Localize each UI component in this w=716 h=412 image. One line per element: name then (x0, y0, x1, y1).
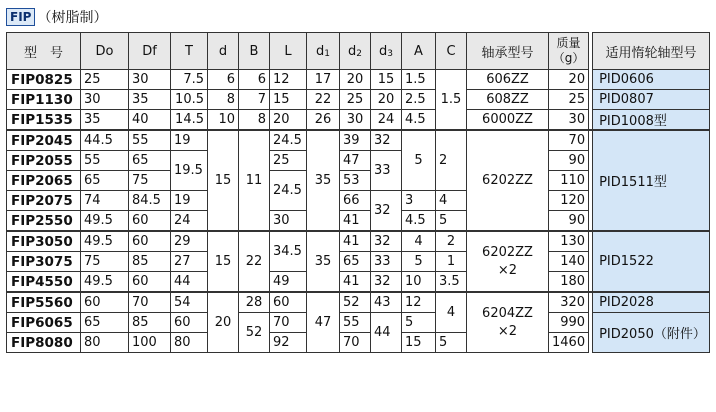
header-bearing: 轴承型号 (467, 33, 549, 70)
df-cell: 75 (129, 171, 171, 191)
column-gap (589, 333, 593, 353)
model-cell: FIP2550 (7, 211, 81, 232)
header-do: Do (81, 33, 129, 70)
t-cell: 14.5 (171, 110, 208, 131)
a-cell: 4.5 (402, 211, 436, 232)
d2-cell: 20 (340, 70, 371, 90)
model-cell: FIP2055 (7, 151, 81, 171)
bearing-line2: ×2 (497, 323, 518, 339)
model-cell: FIP1535 (7, 110, 81, 131)
d1-cell: 35 (307, 130, 340, 231)
a-cell: 10 (402, 272, 436, 293)
bearing-line1: 6202ZZ (482, 244, 533, 260)
d1-cell: 17 (307, 70, 340, 90)
a-cell: 4 (402, 231, 436, 252)
pid-cell: PID2050（附件） (593, 313, 710, 353)
bearing-cell (467, 231, 549, 292)
table-row (7, 70, 710, 90)
a-cell: 3 (402, 191, 436, 211)
df-cell: 85 (129, 252, 171, 272)
header-d3 (371, 33, 402, 70)
d1-cell: 47 (307, 292, 340, 353)
b-cell: 8 (239, 110, 270, 131)
header-c: C (436, 33, 467, 70)
model-cell: FIP0825 (7, 70, 81, 90)
mass-cell: 30 (549, 110, 589, 131)
table-row (7, 231, 710, 252)
bearing-line1: 6204ZZ (482, 305, 533, 321)
a-cell: 4.5 (402, 110, 436, 131)
do-cell: 49.5 (81, 272, 129, 293)
t-cell: 60 (171, 313, 208, 333)
model-cell: FIP1130 (7, 90, 81, 110)
spec-table (6, 32, 710, 353)
a-cell: 5 (402, 313, 436, 333)
d2-cell: 30 (340, 110, 371, 131)
mass-cell: 90 (549, 211, 589, 232)
do-cell: 35 (81, 110, 129, 131)
table-row (7, 110, 710, 131)
t-cell: 80 (171, 333, 208, 353)
l-cell: 49 (270, 272, 307, 293)
header-d2 (340, 33, 371, 70)
t-cell: 44 (171, 272, 208, 293)
do-cell: 65 (81, 313, 129, 333)
model-cell: FIP2065 (7, 171, 81, 191)
header-b: B (239, 33, 270, 70)
c-cell: 1 (436, 252, 467, 272)
l-cell: 25 (270, 151, 307, 171)
mass-cell: 110 (549, 171, 589, 191)
t-cell: 29 (171, 231, 208, 252)
column-gap (589, 252, 593, 272)
c-cell: 5 (436, 333, 467, 353)
bearing-cell: 6202ZZ (467, 130, 549, 231)
d1-cell: 26 (307, 110, 340, 131)
l-cell: 20 (270, 110, 307, 131)
column-gap (589, 191, 593, 211)
pid-cell: PID2028 (593, 292, 710, 313)
mass-cell: 70 (549, 130, 589, 151)
header-mass-line1: 质量 (556, 36, 581, 50)
c-cell: 3.5 (436, 272, 467, 293)
d-cell: 20 (208, 292, 239, 353)
d2-cell: 25 (340, 90, 371, 110)
d1-cell: 35 (307, 231, 340, 292)
model-cell: FIP8080 (7, 333, 81, 353)
d-cell: 15 (208, 231, 239, 292)
df-cell: 85 (129, 313, 171, 333)
bearing-cell: 6000ZZ (467, 110, 549, 131)
do-cell: 49.5 (81, 211, 129, 232)
df-cell: 60 (129, 231, 171, 252)
header-d3-base: d (379, 43, 388, 59)
mass-cell: 990 (549, 313, 589, 333)
table-row (7, 130, 710, 151)
b-cell: 11 (239, 130, 270, 231)
l-cell: 24.5 (270, 171, 307, 211)
spec-table-wrapper (6, 32, 710, 353)
header-d2-sub: 2 (356, 48, 362, 59)
b-cell: 6 (239, 70, 270, 90)
column-gap (589, 211, 593, 232)
c-cell: 2 (436, 231, 467, 252)
header-d1-sub: 1 (324, 48, 330, 59)
df-cell: 70 (129, 292, 171, 313)
pid-cell: PID1522 (593, 231, 710, 292)
l-cell: 34.5 (270, 231, 307, 272)
d3-cell: 43 (371, 292, 402, 313)
d2-cell: 52 (340, 292, 371, 313)
a-cell: 2.5 (402, 90, 436, 110)
do-cell: 60 (81, 292, 129, 313)
model-cell: FIP2045 (7, 130, 81, 151)
c-cell: 1.5 (436, 70, 467, 131)
d-cell: 8 (208, 90, 239, 110)
do-cell: 75 (81, 252, 129, 272)
d3-cell: 15 (371, 70, 402, 90)
model-cell: FIP2075 (7, 191, 81, 211)
d-cell: 6 (208, 70, 239, 90)
pid-cell: PID1008型 (593, 110, 710, 131)
d3-cell: 33 (371, 252, 402, 272)
do-cell: 55 (81, 151, 129, 171)
a-cell: 5 (402, 252, 436, 272)
header-df: Df (129, 33, 171, 70)
header-mass (549, 33, 589, 70)
column-gap (589, 272, 593, 293)
material-note: （树脂制） (37, 10, 108, 26)
header-t: T (171, 33, 208, 70)
l-cell: 15 (270, 90, 307, 110)
c-cell: 5 (436, 211, 467, 232)
t-cell: 24 (171, 211, 208, 232)
df-cell: 60 (129, 211, 171, 232)
model-cell: FIP6065 (7, 313, 81, 333)
d2-cell: 53 (340, 171, 371, 191)
do-cell: 49.5 (81, 231, 129, 252)
t-cell: 19 (171, 130, 208, 151)
pid-cell: PID0606 (593, 70, 710, 90)
d1-cell: 22 (307, 90, 340, 110)
model-cell: FIP3050 (7, 231, 81, 252)
column-gap (589, 171, 593, 191)
do-cell: 74 (81, 191, 129, 211)
c-cell: 4 (436, 191, 467, 211)
d2-cell: 65 (340, 252, 371, 272)
d2-cell: 41 (340, 211, 371, 232)
header-l: L (270, 33, 307, 70)
table-row (7, 90, 710, 110)
d3-cell: 44 (371, 313, 402, 353)
model-cell: FIP4550 (7, 272, 81, 293)
header-mass-line2: （g） (552, 51, 585, 65)
d3-cell: 32 (371, 191, 402, 232)
c-cell: 4 (436, 292, 467, 333)
header-d3-sub: 3 (387, 48, 393, 59)
a-cell: 1.5 (402, 70, 436, 90)
d2-cell: 66 (340, 191, 371, 211)
l-cell: 12 (270, 70, 307, 90)
mass-cell: 180 (549, 272, 589, 293)
l-cell: 30 (270, 211, 307, 232)
l-cell: 60 (270, 292, 307, 313)
d3-cell: 32 (371, 272, 402, 293)
header-model: 型 号 (7, 33, 81, 70)
header-a: A (402, 33, 436, 70)
model-cell: FIP3075 (7, 252, 81, 272)
d2-cell: 41 (340, 231, 371, 252)
header-pid: 适用惰轮轴型号 (593, 33, 710, 70)
t-cell: 10.5 (171, 90, 208, 110)
mass-cell: 1460 (549, 333, 589, 353)
pid-cell: PID1511型 (593, 130, 710, 231)
df-cell: 100 (129, 333, 171, 353)
d2-cell: 70 (340, 333, 371, 353)
mass-cell: 140 (549, 252, 589, 272)
table-row (7, 313, 710, 333)
d-cell: 10 (208, 110, 239, 131)
l-cell: 92 (270, 333, 307, 353)
df-cell: 65 (129, 151, 171, 171)
do-cell: 30 (81, 90, 129, 110)
d-cell: 15 (208, 130, 239, 231)
series-tag: FIP (6, 8, 35, 26)
d3-cell: 32 (371, 231, 402, 252)
do-cell: 80 (81, 333, 129, 353)
mass-cell: 25 (549, 90, 589, 110)
d2-cell: 39 (340, 130, 371, 151)
do-cell: 65 (81, 171, 129, 191)
header-d2-base: d (348, 43, 357, 59)
bearing-line2: ×2 (497, 262, 518, 278)
header-d: d (208, 33, 239, 70)
t-cell: 7.5 (171, 70, 208, 90)
b-cell: 28 (239, 292, 270, 313)
b-cell: 52 (239, 313, 270, 353)
d2-cell: 41 (340, 272, 371, 293)
bearing-cell: 606ZZ (467, 70, 549, 90)
df-cell: 40 (129, 110, 171, 131)
model-cell: FIP5560 (7, 292, 81, 313)
df-cell: 60 (129, 272, 171, 293)
do-cell: 25 (81, 70, 129, 90)
header-d1 (307, 33, 340, 70)
d2-cell: 55 (340, 313, 371, 333)
df-cell: 55 (129, 130, 171, 151)
header-row (7, 33, 710, 70)
l-cell: 70 (270, 313, 307, 333)
b-cell: 22 (239, 231, 270, 292)
d3-cell: 33 (371, 151, 402, 191)
bearing-cell: 608ZZ (467, 90, 549, 110)
mass-cell: 90 (549, 151, 589, 171)
header-d1-base: d (316, 43, 325, 59)
a-cell: 12 (402, 292, 436, 313)
c-cell: 2 (436, 130, 467, 191)
d3-cell: 20 (371, 90, 402, 110)
mass-cell: 20 (549, 70, 589, 90)
table-title (6, 6, 107, 28)
df-cell: 35 (129, 90, 171, 110)
pid-cell: PID0807 (593, 90, 710, 110)
table-row (7, 292, 710, 313)
column-gap (589, 151, 593, 171)
a-cell: 5 (402, 130, 436, 191)
d3-cell: 24 (371, 110, 402, 131)
mass-cell: 120 (549, 191, 589, 211)
a-cell: 15 (402, 333, 436, 353)
bearing-cell (467, 292, 549, 353)
t-cell: 19 (171, 191, 208, 211)
d3-cell: 32 (371, 130, 402, 151)
mass-cell: 130 (549, 231, 589, 252)
df-cell: 30 (129, 70, 171, 90)
l-cell: 24.5 (270, 130, 307, 151)
t-cell: 27 (171, 252, 208, 272)
t-cell: 54 (171, 292, 208, 313)
mass-cell: 320 (549, 292, 589, 313)
b-cell: 7 (239, 90, 270, 110)
do-cell: 44.5 (81, 130, 129, 151)
d2-cell: 47 (340, 151, 371, 171)
df-cell: 84.5 (129, 191, 171, 211)
t-cell: 19.5 (171, 151, 208, 191)
